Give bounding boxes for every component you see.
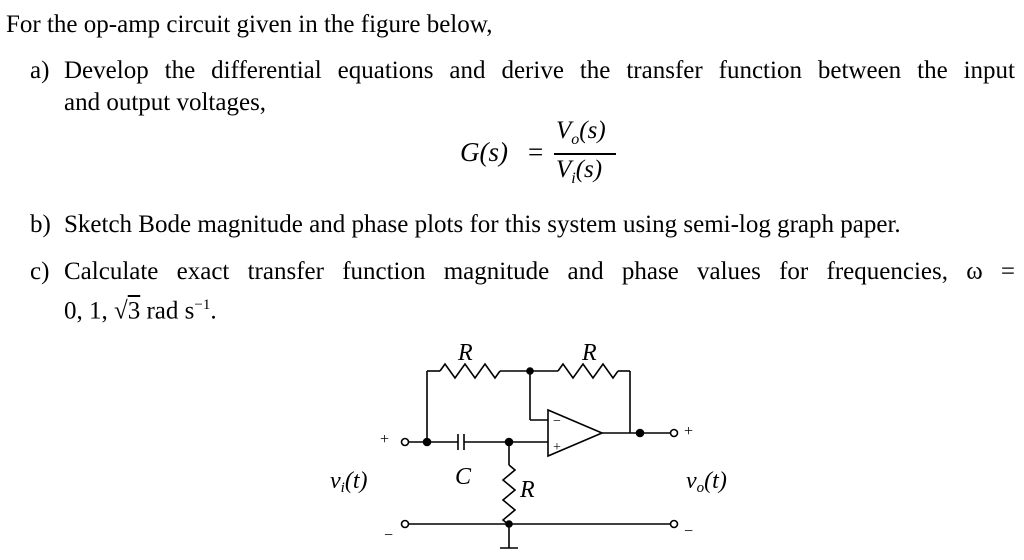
node-output [637, 430, 644, 437]
part-c-line1: Calculate exact transfer function magnitude and phase values for frequencies, ω = [64, 258, 1015, 285]
label-opamp-plus: + [553, 440, 561, 455]
input-terminal-top [402, 439, 409, 446]
eq-equals: = [528, 137, 544, 167]
label-r-top-left: R [458, 340, 473, 366]
eq-numerator: $V_o(s)$ [556, 117, 606, 148]
part-c-label: c) [30, 258, 50, 285]
part-a-label: a) [30, 57, 50, 84]
input-terminal-bottom [402, 521, 409, 528]
node-noninverting [506, 439, 513, 446]
part-b-label: b) [30, 211, 51, 238]
node-ground [506, 521, 512, 527]
label-capacitor: C [455, 464, 472, 490]
resistor-top-left [427, 364, 530, 378]
eq-denominator: $V_i(s)$ [556, 156, 603, 187]
capacitor [458, 434, 464, 450]
sqrt-sign: √ [114, 297, 128, 325]
node-top-middle [527, 368, 533, 374]
output-terminal-top [671, 430, 678, 437]
intro-text: For the op-amp circuit given in the figure below, [6, 11, 493, 38]
label-plus-in: + [380, 431, 390, 448]
label-minus-in: − [384, 527, 394, 544]
label-opamp-minus: − [553, 414, 561, 429]
part-b-text: Sketch Bode magnitude and phase plots for this system using semi-log graph paper. [64, 211, 901, 238]
output-terminal-bottom [671, 521, 678, 528]
node-input [424, 439, 431, 446]
part-a-line2: and output voltages, [64, 89, 267, 116]
part-c-line2: 0, 1, √3 rad $s^{-1}$. [64, 297, 217, 325]
label-plus-out: + [684, 423, 694, 440]
eq-lhs: G(s) [460, 137, 508, 167]
label-r-shunt: R [520, 477, 535, 503]
resistor-shunt [500, 442, 518, 548]
label-input-voltage: vi(t) [330, 468, 368, 496]
label-minus-out: − [684, 523, 694, 540]
part-a-line1: Develop the differential equations and derive the transfer function between the input [64, 57, 1015, 84]
resistor-top-right [530, 364, 630, 378]
label-output-voltage: vo(t) [686, 468, 727, 496]
label-r-top-right: R [582, 340, 597, 366]
